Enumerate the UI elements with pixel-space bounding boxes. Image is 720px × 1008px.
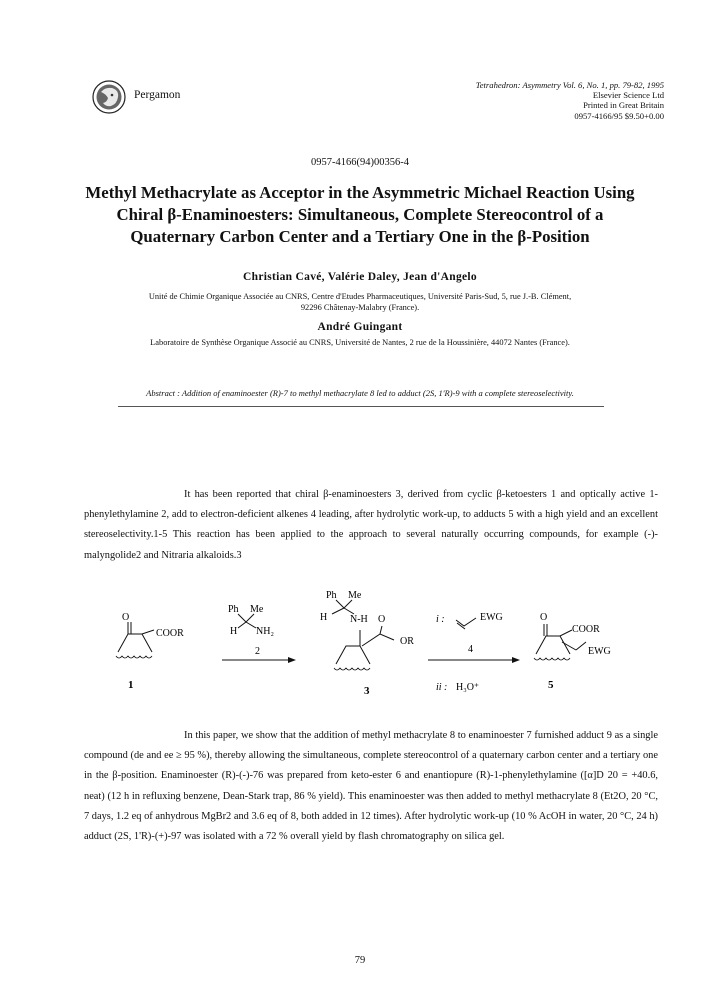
compound-1-oxygen: O <box>122 612 130 623</box>
enamine-me: Me <box>348 590 362 601</box>
abstract-text: : Addition of enaminoester (R)-7 to methyl methacrylate 8 led to adduct (2S, 1'R)-9 with a complete stereoselectivity. <box>177 388 574 398</box>
journal-line-3: Printed in Great Britain <box>583 100 664 111</box>
article-code: 0957-4166(94)00356-4 <box>311 157 409 168</box>
abstract-label: Abstract <box>146 388 175 398</box>
enamine-or: OR <box>400 636 414 647</box>
affiliation-1-line-1: Unité de Chimie Organique Associée au CNRS, Centre d'Etudes Pharmaceutiques, Université Paris-Sud, 5, rue J.-B. Clément, <box>148 292 572 301</box>
compound-5-ewg: EWG <box>588 646 611 657</box>
reagent-i-ewg: EWG <box>480 612 503 623</box>
reagent-ii: H₃O⁺ <box>456 682 480 693</box>
amine-nh2: NH₂ <box>256 626 274 637</box>
page-number: 79 <box>354 955 366 966</box>
journal-line-1: Tetrahedron: Asymmetry Vol. 6, No. 1, pp. 79-82, 1995 <box>475 80 664 90</box>
title-line-1: Methyl Methacrylate as Acceptor in the Asymmetric Michael Reaction Using <box>85 183 635 202</box>
reaction-scheme <box>110 590 630 700</box>
amine-h: H <box>230 626 238 637</box>
affiliation-1-line-2: 92296 Châtenay-Malabry (France). <box>300 302 420 312</box>
journal-line-4: 0957-4166/95 $9.50+0.00 <box>574 110 664 121</box>
title-line-3: Quaternary Carbon Center and a Tertiary One in the β-Position <box>130 227 590 246</box>
title-line-2: Chiral β-Enaminoesters: Simultaneous, Complete Stereocontrol of a <box>116 205 604 224</box>
enamine-h: H <box>320 612 328 623</box>
compound-5-oxygen: O <box>540 612 548 623</box>
amine-ph: Ph <box>228 604 239 615</box>
compound-3-structure <box>332 600 394 670</box>
author-2: André Guingant <box>317 321 403 333</box>
reagent-ii-label: ii : <box>436 682 448 693</box>
abstract <box>60 388 660 398</box>
paragraph-1-text: It has been reported that chiral β-enaminoesters 3, derived from cyclic β-ketoesters 1 and optically active 1-phenylethylamine 2, add to electron-deficient alkenes 4 leading, after hydrolytic work-up, to adducts 5 with a high yield and an excellent stereoselectivity.1-5 This reaction has been applied to the approach to several naturally occurring compounds, for example (-)-malyngolide2 and Nitraria alkaloids.3 <box>84 489 658 561</box>
authors: Christian Cavé, Valérie Daley, Jean d'Angelo <box>243 271 477 283</box>
compound-1-label: 1 <box>128 679 134 691</box>
compound-3-label: 3 <box>364 685 370 697</box>
compound-5-label: 5 <box>548 679 554 691</box>
publisher-name: Pergamon <box>134 89 181 101</box>
amine-me: Me <box>250 604 264 615</box>
enamine-nh: N-H <box>350 614 368 625</box>
enamine-ph: Ph <box>326 590 337 601</box>
compound-5-coor: COOR <box>572 624 600 635</box>
arrow-2-label: 4 <box>468 644 473 655</box>
journal-line-2: Elsevier Science Ltd <box>592 90 664 101</box>
journal-info <box>364 80 664 121</box>
affiliation-2: Laboratoire de Synthèse Organique Associé au CNRS, Université de Nantes, 2 rue de la Houssinière, 44072 Nantes (France). <box>150 338 570 347</box>
pergamon-logo <box>92 80 126 114</box>
compound-1-structure <box>116 622 154 658</box>
paper-title <box>60 182 660 248</box>
alkene-icon <box>456 618 476 629</box>
abstract-divider <box>118 406 604 407</box>
paragraph-2-text: In this paper, we show that the addition of methyl methacrylate 8 to enaminoester 7 furnished adduct 9 as a single compound (de and ee ≥ 95 %), thereby allowing the simultaneous, complete stereocontrol of a quaternary carbon center and a tertiary one in the β-position. Enaminoester (R)-(-)-76 was prepared from keto-ester 6 and enantiopure (R)-1-phenylethylamine ([α]D 20 = +40.6, neat) (12 h in refluxing benzene, Dean-Stark trap, 86 % yield). This enaminoester was then added to methyl methacrylate 8 (Et2O, 20 °C, 7 days, 1.2 eq of anhydrous MgBr2 and 3.6 eq of 8, both added in 12 times). After hydrolytic work-up (10 % AcOH in water, 20 °C, 24 h) adduct (2S, 1'R)-(+)-97 was isolated with a 72 % overall yield by flash chromatography on silica gel. <box>84 730 658 843</box>
reagent-i-label: i : <box>436 614 445 625</box>
arrow-1-label: 2 <box>255 646 260 657</box>
affiliation-1 <box>60 292 660 313</box>
enamine-o: O <box>378 614 386 625</box>
compound-1-coor: COOR <box>156 628 184 639</box>
paragraph-2 <box>84 726 658 847</box>
paragraph-1 <box>84 485 658 566</box>
